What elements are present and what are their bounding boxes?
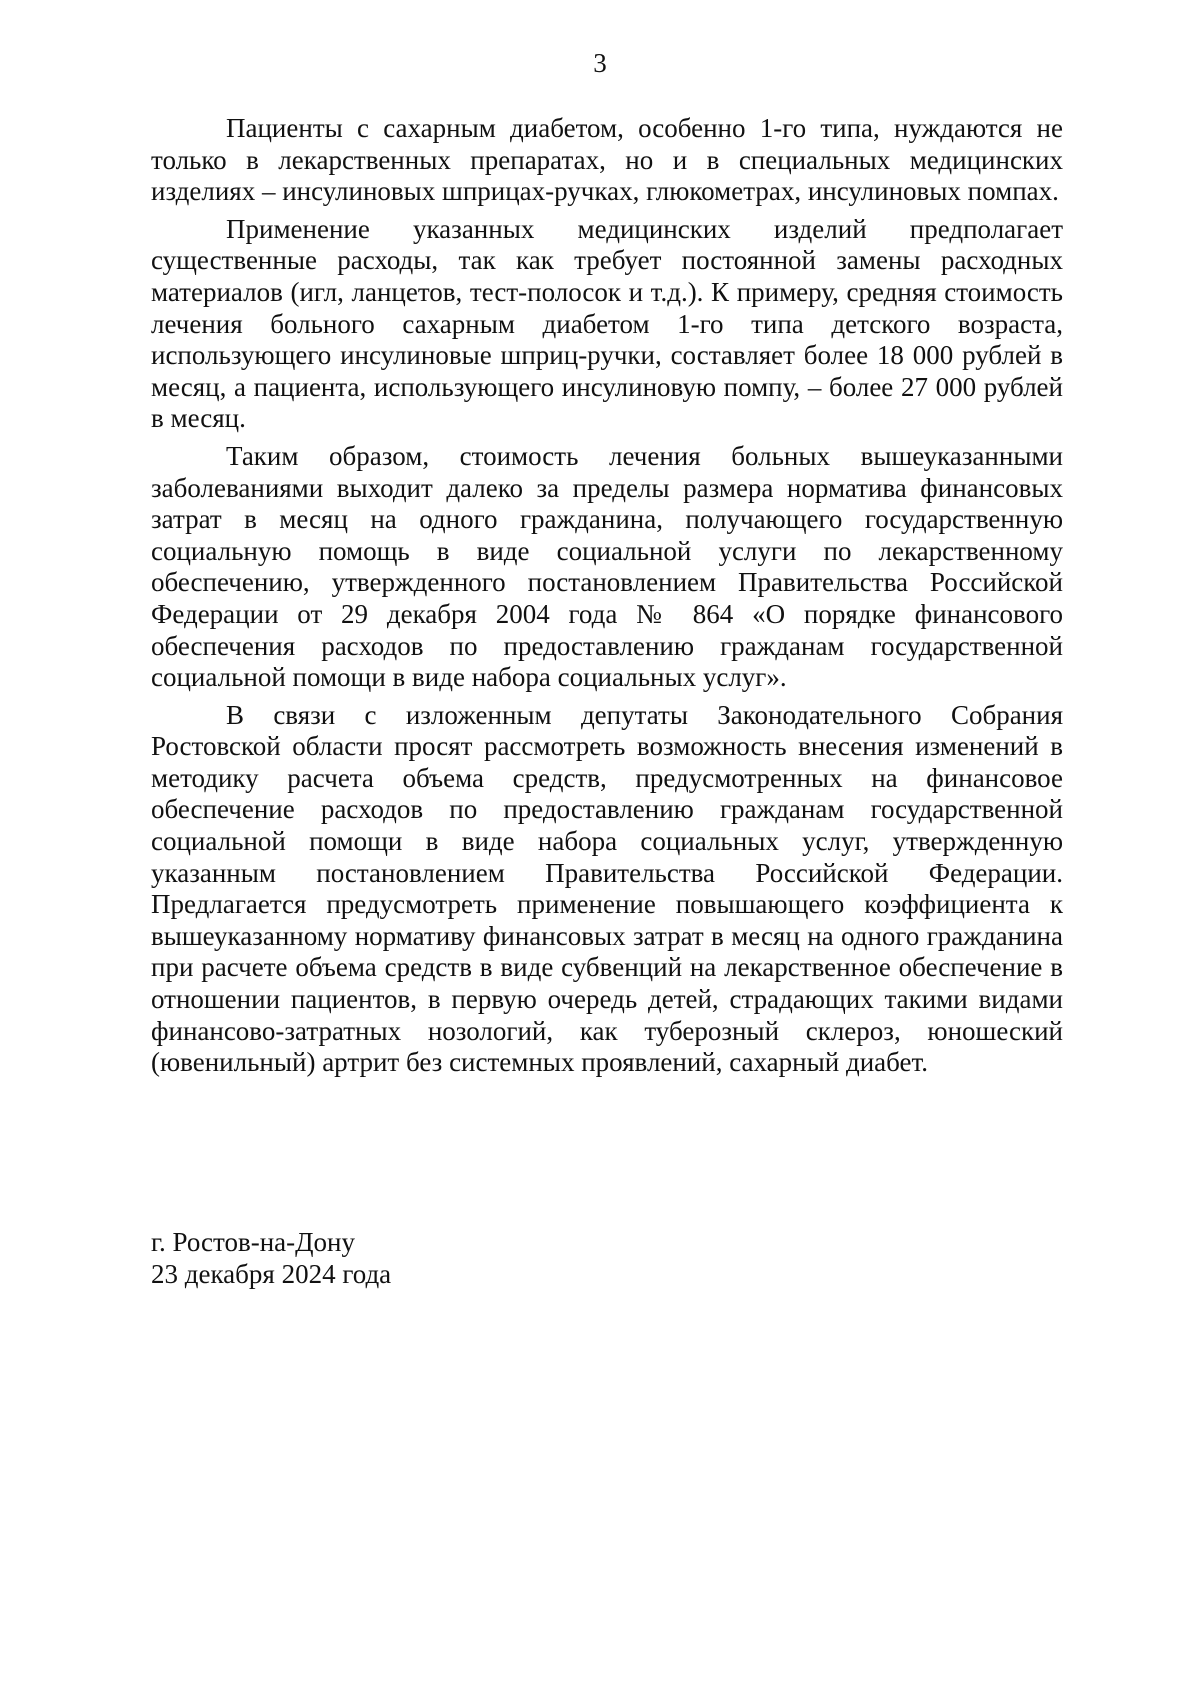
closing-block: [151, 1226, 751, 1290]
city-line: г. Ростов-на-Дону: [151, 1227, 356, 1257]
paragraph-diabetes-devices: Пациенты с сахарным диабетом, особенно 1-го типа, нуждаются не только в лекарственных препаратах, но и в специальных медицинских изделиях – инсулиновых шприцах-ручках, глюкометрах, инсулиновых помпах.: [151, 113, 1063, 207]
document-body: [151, 113, 1063, 1085]
paragraph-request: В связи с изложенным депутаты Законодательного Собрания Ростовской области просят рассмотреть возможность внесения изменений в методику расчета объема средств, предусмотренных на финансовое обеспечение расходов по предоставлению гражданам государственной социальной помощи в виде набора социальных услуг, утвержденную указанным постановлением Правительства Российской Федерации. Предлагается предусмотреть применение повышающего коэффициента к вышеуказанному нормативу финансовых затрат в месяц на одного гражданина при расчете объема средств в виде субвенций на лекарственное обеспечение в отношении пациентов, в первую очередь детей, страдающих такими видами финансово-затратных нозологий, как туберозный склероз, юношеский (ювенильный) артрит без системных проявлений, сахарный диабет.: [151, 699, 1063, 1078]
date-line: 23 декабря 2024 года: [151, 1259, 392, 1289]
paragraph-device-costs: Применение указанных медицинских изделий предполагает существенные расходы, так как требует постоянной замены расходных материалов (игл, ланцетов, тест-полосок и т.д.). К примеру, средняя стоимость лечения больного сахарным диабетом 1-го типа детского возраста, использующего инсулиновые шприц-ручки, составляет более 18 000 рублей в месяц, а пациента, использующего инсулиновую помпу, – более 27 000 рублей в месяц.: [151, 213, 1063, 434]
paragraph-treatment-cost: Таким образом, стоимость лечения больных вышеуказанными заболеваниями выходит далеко за пределы размера норматива финансовых затрат в месяц на одного гражданина, получающего государственную социальную помощь в виде социальной услуги по лекарственному обеспечению, утвержденного постановлением Правительства Российской Федерации от 29 декабря 2004 года № 864 «О порядке финансового обеспечения расходов по предоставлению гражданам государственной социальной помощи в виде набора социальных услуг».: [151, 440, 1063, 693]
page-number: 3: [593, 48, 607, 78]
